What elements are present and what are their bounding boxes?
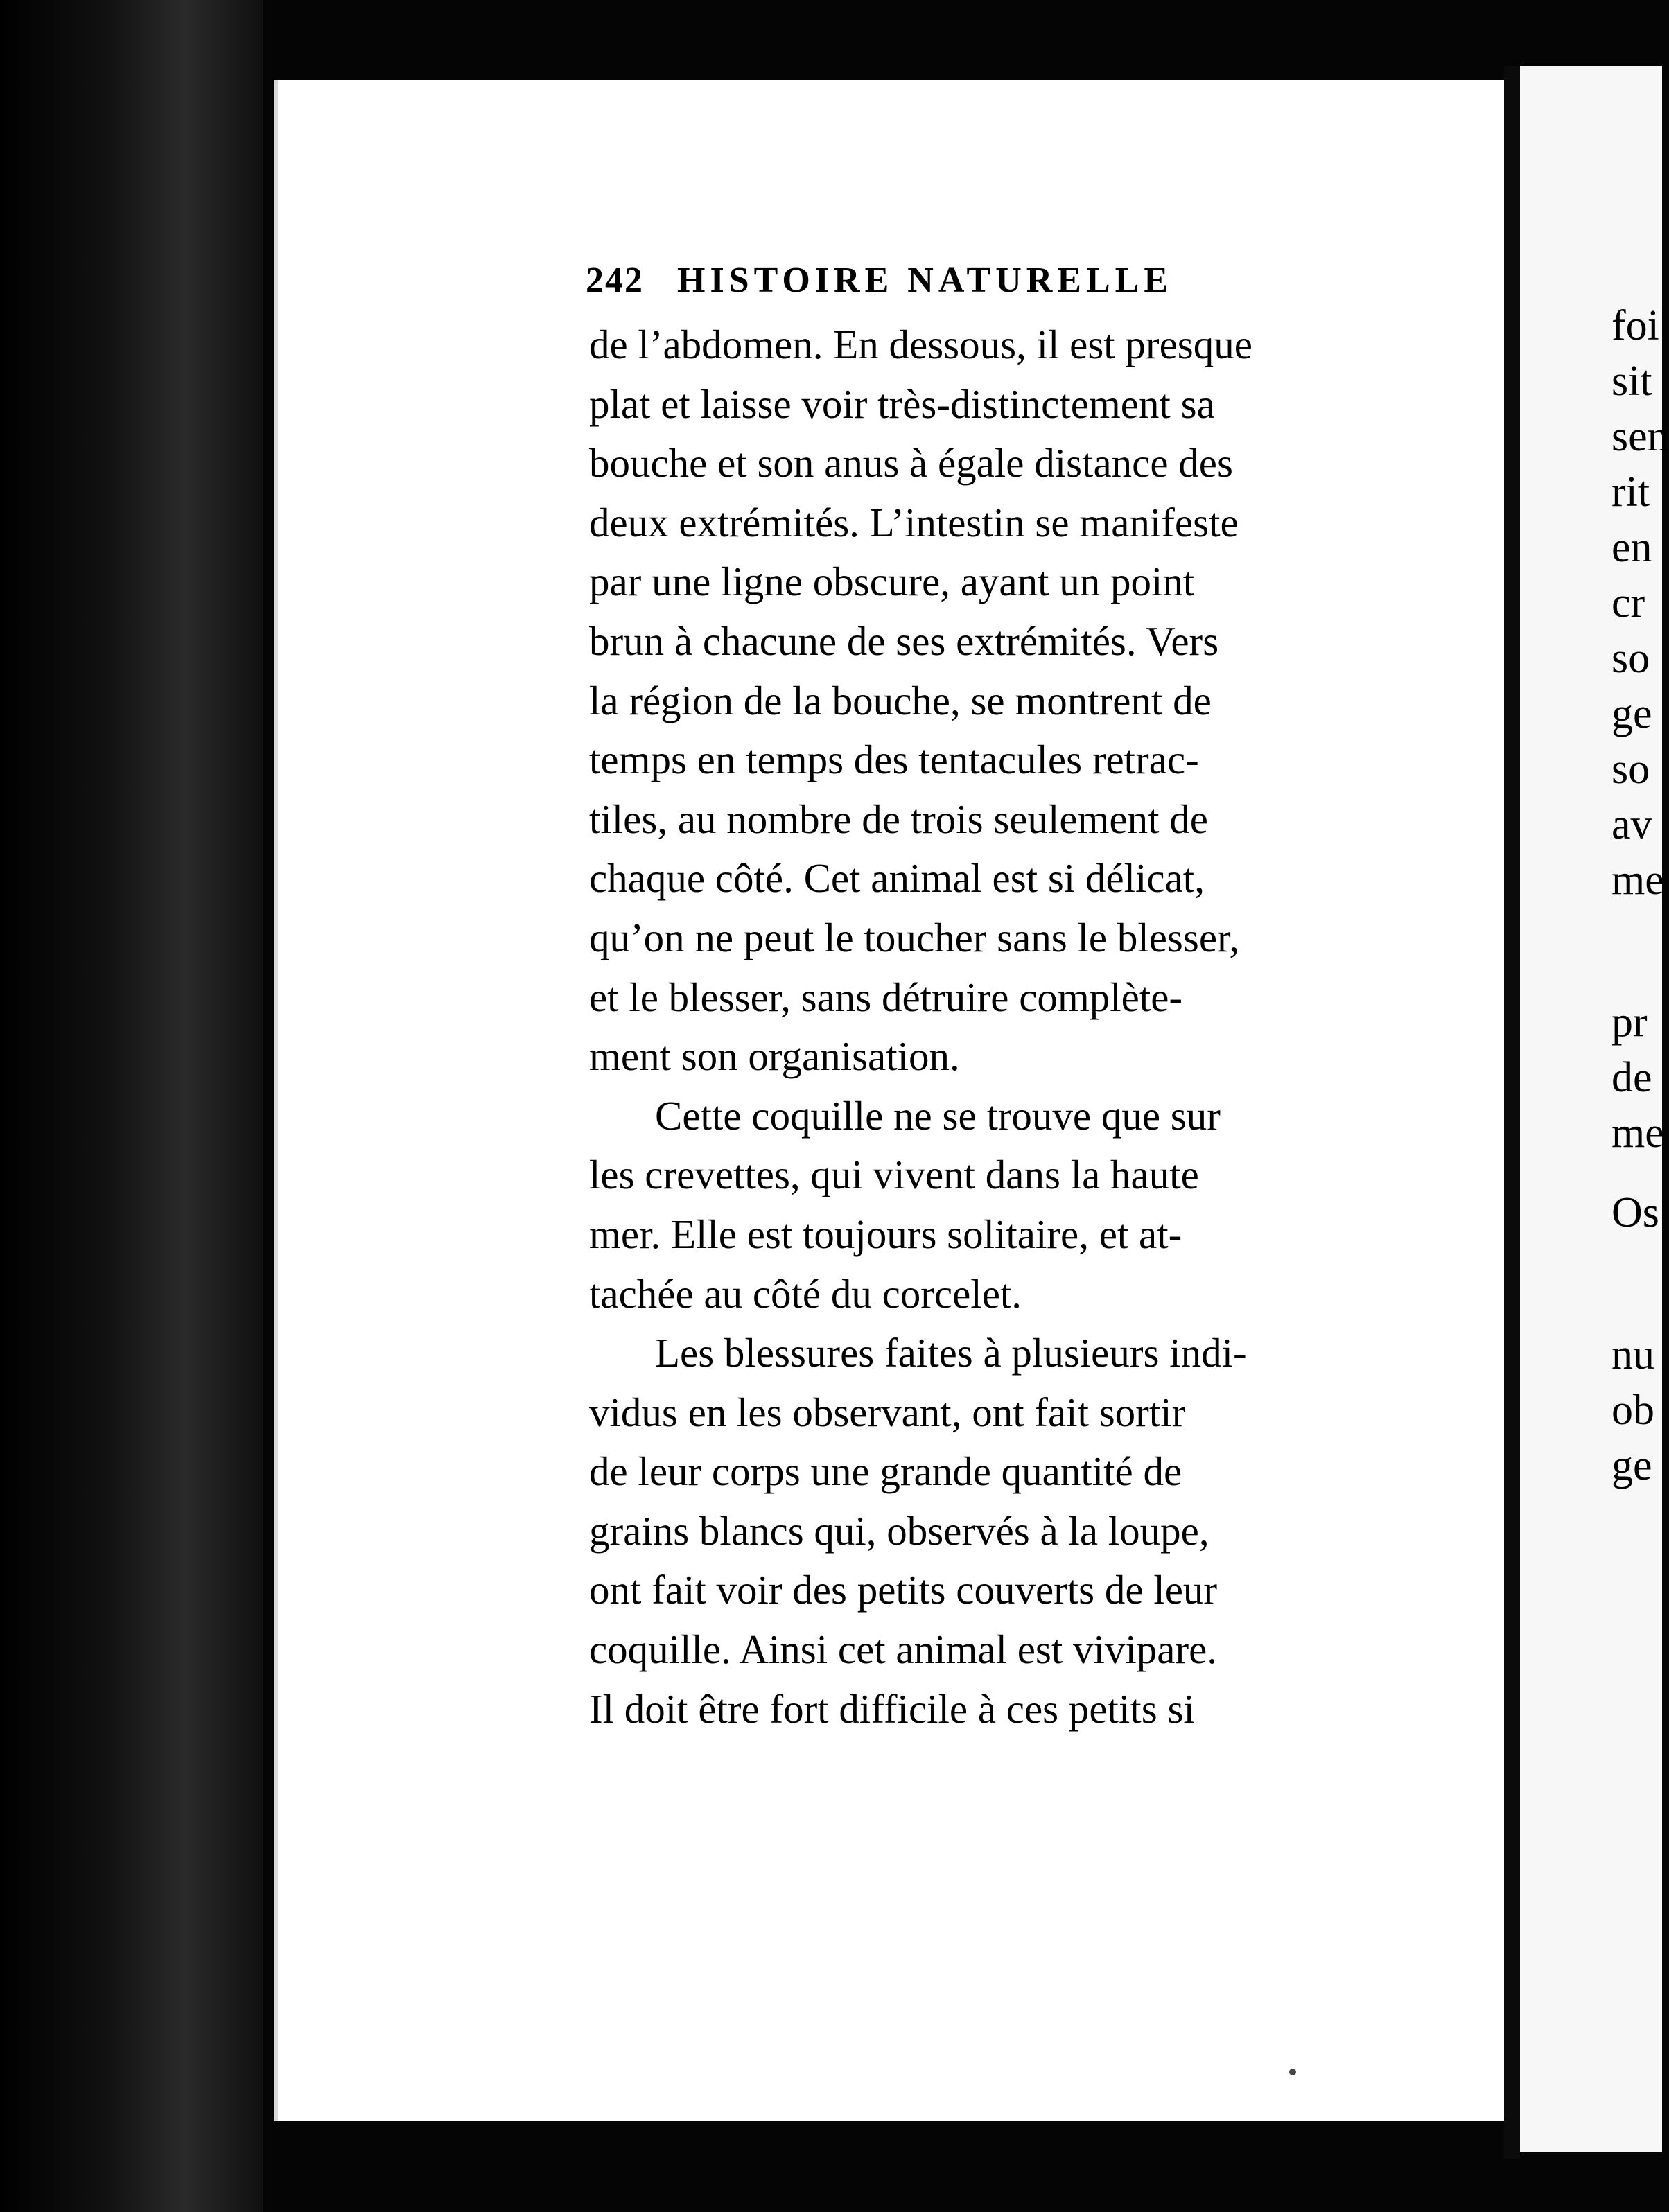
running-header xyxy=(586,260,1279,301)
text-line: grains blancs qui, observés à la loupe, xyxy=(589,1507,1209,1554)
facing-page-fragment: en xyxy=(1611,524,1652,571)
facing-page-fragment: av xyxy=(1611,801,1652,848)
paper-speck xyxy=(1289,2069,1296,2075)
facing-page-fragment: nu xyxy=(1611,1331,1654,1378)
text-line: par une ligne obscure, ayant un point xyxy=(589,559,1195,605)
text-line: ment son organisation. xyxy=(589,1033,960,1080)
book-binding-edge xyxy=(0,0,263,2212)
facing-page-fragment: pr xyxy=(1611,999,1648,1046)
facing-page-fragment: cr xyxy=(1611,579,1645,626)
text-line: plat et laisse voir très-distinctement sa xyxy=(589,380,1215,427)
text-line: de leur corps une grande quantité de xyxy=(589,1448,1182,1495)
paragraph-start-line: Cette coquille ne se trouve que sur xyxy=(655,1092,1221,1139)
text-line: tiles, au nombre de trois seulement de xyxy=(589,796,1208,842)
text-line: vidus en les observant, ont fait sortir xyxy=(589,1389,1186,1435)
text-line: la région de la bouche, se montrent de xyxy=(589,677,1212,723)
facing-page-fragment: foi xyxy=(1611,302,1659,349)
text-line: temps en temps des tentacules retrac- xyxy=(589,737,1199,783)
text-line: coquille. Ainsi cet animal est vivipare. xyxy=(589,1626,1218,1673)
text-line: les crevettes, qui vivent dans la haute xyxy=(589,1152,1199,1198)
text-line: brun à chacune de ses extrémités. Vers xyxy=(589,617,1219,664)
facing-page-fragment: ge xyxy=(1611,1442,1652,1489)
facing-page-fragment: me xyxy=(1611,857,1664,904)
text-line: Il doit être fort difficile à ces petits si xyxy=(589,1685,1195,1732)
facing-page-fragment: ob xyxy=(1611,1387,1654,1434)
text-line: et le blesser, sans détruire complète- xyxy=(589,974,1183,1020)
text-line: de l’abdomen. En dessous, il est presque xyxy=(589,322,1252,367)
text-line: bouche et son anus à égale distance des xyxy=(589,440,1233,486)
text-line: ont fait voir des petits couverts de leur xyxy=(589,1567,1218,1613)
page-number: 242 xyxy=(586,261,644,300)
text-line: mer. Elle est toujours solitaire, et at- xyxy=(589,1211,1182,1257)
page-gutter xyxy=(1504,66,1520,2159)
facing-page-fragment: so xyxy=(1611,746,1650,793)
facing-page-fragment: rit xyxy=(1611,468,1650,516)
facing-page-fragment: Os xyxy=(1611,1189,1659,1236)
paragraph-start-line: Les blessures faites à plusieurs indi- xyxy=(655,1330,1247,1376)
body-text xyxy=(589,315,1386,1739)
facing-page-fragment: sen xyxy=(1611,413,1669,460)
text-line: tachée au côté du corcelet. xyxy=(589,1270,1022,1317)
facing-page-fragment: sit xyxy=(1611,358,1652,405)
facing-page-fragment: ge xyxy=(1611,690,1652,737)
running-title: HISTOIRE NATURELLE xyxy=(677,261,1173,300)
facing-page-edge xyxy=(1520,66,1669,2152)
facing-page-fragment: so xyxy=(1611,635,1650,682)
text-line: deux extrémités. L’intestin se manifeste xyxy=(589,499,1239,545)
facing-page-fragment: me xyxy=(1611,1109,1664,1157)
facing-page-fragment: de xyxy=(1611,1054,1652,1101)
text-line: qu’on ne peut le toucher sans le blesser, xyxy=(589,914,1240,960)
text-line: chaque côté. Cet animal est si délicat, xyxy=(589,855,1205,902)
